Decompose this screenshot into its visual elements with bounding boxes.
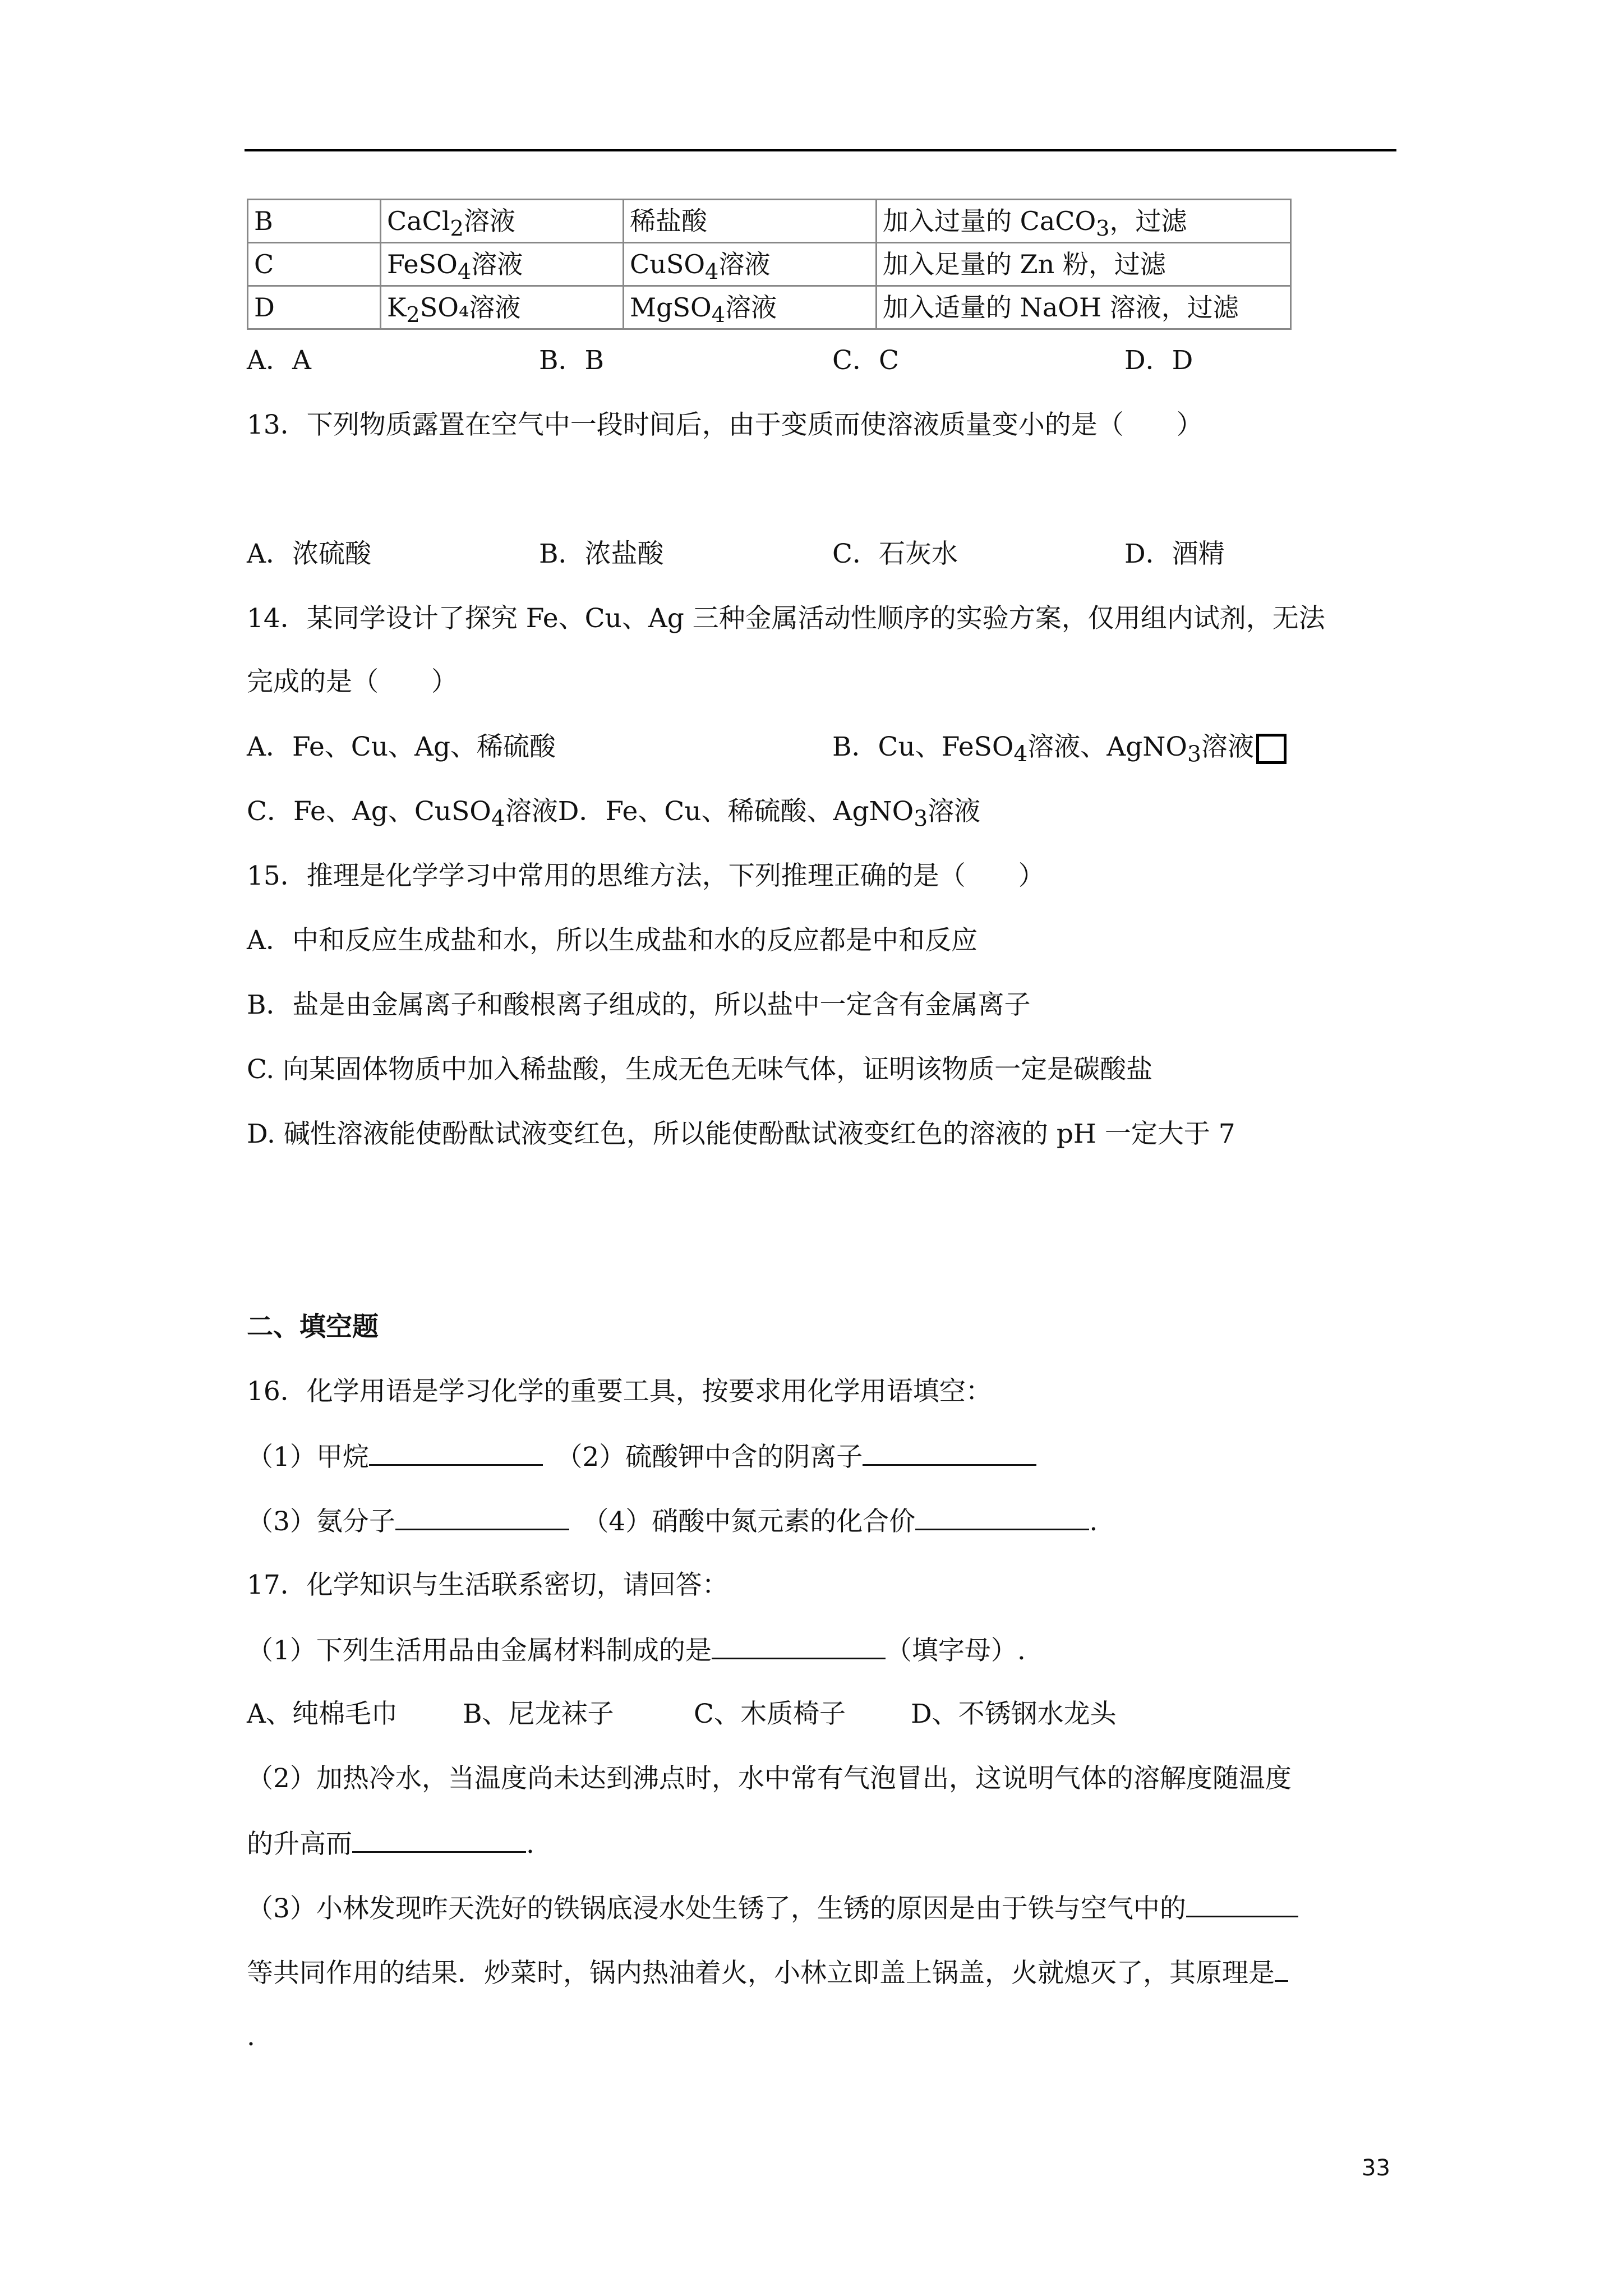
row-label-label: D [254,292,275,323]
q14-option-c-post: 溶液 [505,796,558,827]
table-row [248,286,1291,329]
impurity-impurity-main: MgSO [630,292,712,323]
substance-substance-tail: 溶液 [471,249,523,279]
q16-end: . [1089,1506,1098,1537]
q17-part2-pre: 的升高而 [247,1829,352,1860]
q15-option-a: A．中和反应生成盐和水，所以生成盐和水的反应都是中和反应 [247,925,978,956]
q16-part1: （1）甲烷 [247,1442,369,1473]
q17-part1-pre: （1）下列生活用品由金属材料制成的是 [247,1635,712,1666]
impurity-impurity-sub: 4 [711,302,726,328]
answer-box-mark [1256,734,1287,764]
row-label-cell [248,200,381,243]
q12-option-c: C．C [832,345,899,376]
impurity-impurity-tail: 溶液 [718,249,771,279]
q17-part3-line3: . [247,2021,255,2052]
q14-option-c-d [247,795,980,836]
table-row [248,243,1291,286]
impurity-impurity-tail: 溶液 [725,292,777,323]
page-number: 33 [1362,2155,1390,2181]
row-label-label: B [254,206,273,236]
q16-blank-1 [369,1439,543,1466]
substance-substance-main: K [387,292,407,323]
row-label-label: C [254,249,274,279]
q17-choice-a: A、纯棉毛巾 [247,1699,398,1729]
row-label-cell [248,286,381,329]
q17-blank-3 [1186,1891,1298,1917]
q16-blank-2 [863,1439,1036,1466]
impurity-impurity-main: 稀盐酸 [630,205,707,236]
q17-part1-post: （填字母）. [885,1635,1026,1666]
q16-line-2 [247,1504,1098,1539]
substance-substance-sub: 4 [457,259,472,285]
q17-blank-1 [712,1633,886,1659]
q13-option-a: A．浓硫酸 [247,539,371,569]
q15-stem: 15．推理是化学学习中常用的思维方法，下列推理正确的是（ ） [247,861,1045,891]
q17-stem: 17．化学知识与生活联系密切，请回答： [247,1570,728,1600]
q14-option-b-pre: B．Cu、FeSO [832,731,1014,762]
q12-option-d: D．D [1124,345,1193,376]
impurity-cell [624,243,877,286]
q17-choice-b: B、尼龙袜子 [463,1699,614,1729]
method-cell [877,286,1291,329]
row-label-cell [248,243,381,286]
q14-option-c-sub: 4 [491,806,505,832]
substance-cell [381,200,624,243]
substance-cell [381,243,624,286]
q15-option-c: C. 向某固体物质中加入稀盐酸，生成无色无味气体，证明该物质一定是碳酸盐 [247,1054,1153,1085]
q16-blank-3 [395,1504,569,1530]
impurity-cell [624,200,877,243]
substance-substance-main: FeSO [387,249,458,279]
q17-part2-line1: （2）加热冷水，当温度尚未达到沸点时，水中常有气泡冒出，这说明气体的溶解度随温度 [247,1763,1292,1794]
q17-part1 [247,1633,1026,1668]
q16-part3: （3）氨分子 [247,1506,395,1537]
table-row [248,200,1291,243]
substance-cell [381,286,624,329]
q14-stem-line2: 完成的是（ ） [247,666,458,697]
method-method-sub: 3 [1096,216,1110,242]
substance-substance-sub: 2 [450,216,464,242]
q15-option-d: D. 碱性溶液能使酚酞试液变红色，所以能使酚酞试液变红色的溶液的 pH 一定大于 7 [247,1119,1235,1149]
method-cell [877,200,1291,243]
q12-option-b: B．B [539,345,605,376]
q14-option-d-pre: D．Fe、Cu、稀硫酸、AgNO [557,796,914,827]
q14-option-d-sub: 3 [914,806,928,832]
purification-table [247,199,1292,330]
q15-option-b: B．盐是由金属离子和酸根离子组成的，所以盐中一定含有金属离子 [247,990,1031,1020]
q16-blank-4 [915,1504,1089,1530]
q14-option-d-post: 溶液 [928,796,981,827]
q14-option-b-post: 溶液 [1201,731,1254,762]
q17-part2-post: . [526,1829,534,1860]
q14-option-b-sub1: 4 [1013,742,1028,767]
q14-option-c-pre: C．Fe、Ag、CuSO [247,796,491,827]
q17-blank-2 [352,1826,526,1853]
q17-choice-d: D、不锈钢水龙头 [911,1699,1117,1729]
q17-blank-4 [1275,1955,1288,1982]
q17-part3-line1-text: （3）小林发现昨天洗好的铁锅底浸水处生锈了，生锈的原因是由于铁与空气中的 [247,1893,1186,1924]
substance-substance-sub: 2 [406,302,420,328]
q13-stem: 13．下列物质露置在空气中一段时间后，由于变质而使溶液质量变小的是（ ） [247,409,1203,440]
q17-part3-line1 [247,1891,1298,1926]
method-method-post: ，过滤 [1109,205,1187,236]
q16-stem: 16．化学用语是学习化学的重要工具，按要求用化学用语填空： [247,1376,992,1407]
q14-option-b-sub2: 3 [1187,742,1201,767]
impurity-cell [624,286,877,329]
impurity-impurity-main: CuSO [630,249,706,279]
method-cell [877,243,1291,286]
method-method-pre: 加入足量的 Zn 粉，过滤 [883,249,1166,279]
q16-part4: （4）硝酸中氮元素的化合价 [595,1506,916,1537]
q13-option-d: D．酒精 [1124,539,1225,569]
substance-substance-main: CaCl [387,205,450,236]
q17-choice-c: C、木质椅子 [694,1699,846,1729]
q13-option-b: B．浓盐酸 [539,539,664,569]
q17-part3-line2 [247,1955,1288,1990]
q17-part2-line2 [247,1826,534,1861]
q16-line-1 [247,1439,1036,1474]
table-body [248,200,1291,329]
header-rule [245,149,1396,151]
q14-option-b [832,730,1287,771]
q14-option-a: A．Fe、Cu、Ag、稀硫酸 [247,731,556,762]
q16-part2: （2）硫酸钾中含的阴离子 [569,1442,863,1473]
method-method-pre: 加入适量的 NaOH 溶液，过滤 [883,292,1239,323]
section-title: 二、填空题 [247,1312,379,1342]
substance-substance-tail: SO₄溶液 [419,292,521,323]
q14-stem-line1: 14．某同学设计了探究 Fe、Cu、Ag 三种金属活动性顺序的实验方案，仅用组内试剂，无法 [247,603,1325,634]
q12-option-a: A．A [247,345,311,376]
impurity-impurity-sub: 4 [705,259,719,285]
substance-substance-tail: 溶液 [463,205,515,236]
method-method-pre: 加入过量的 CaCO [883,205,1096,236]
q17-part3-line2-text: 等共同作用的结果．炒菜时，锅内热油着火，小林立即盖上锅盖，火就熄灭了，其原理是 [247,1958,1275,1989]
q14-option-b-mid: 溶液、AgNO [1027,731,1187,762]
q13-option-c: C．石灰水 [832,539,958,569]
